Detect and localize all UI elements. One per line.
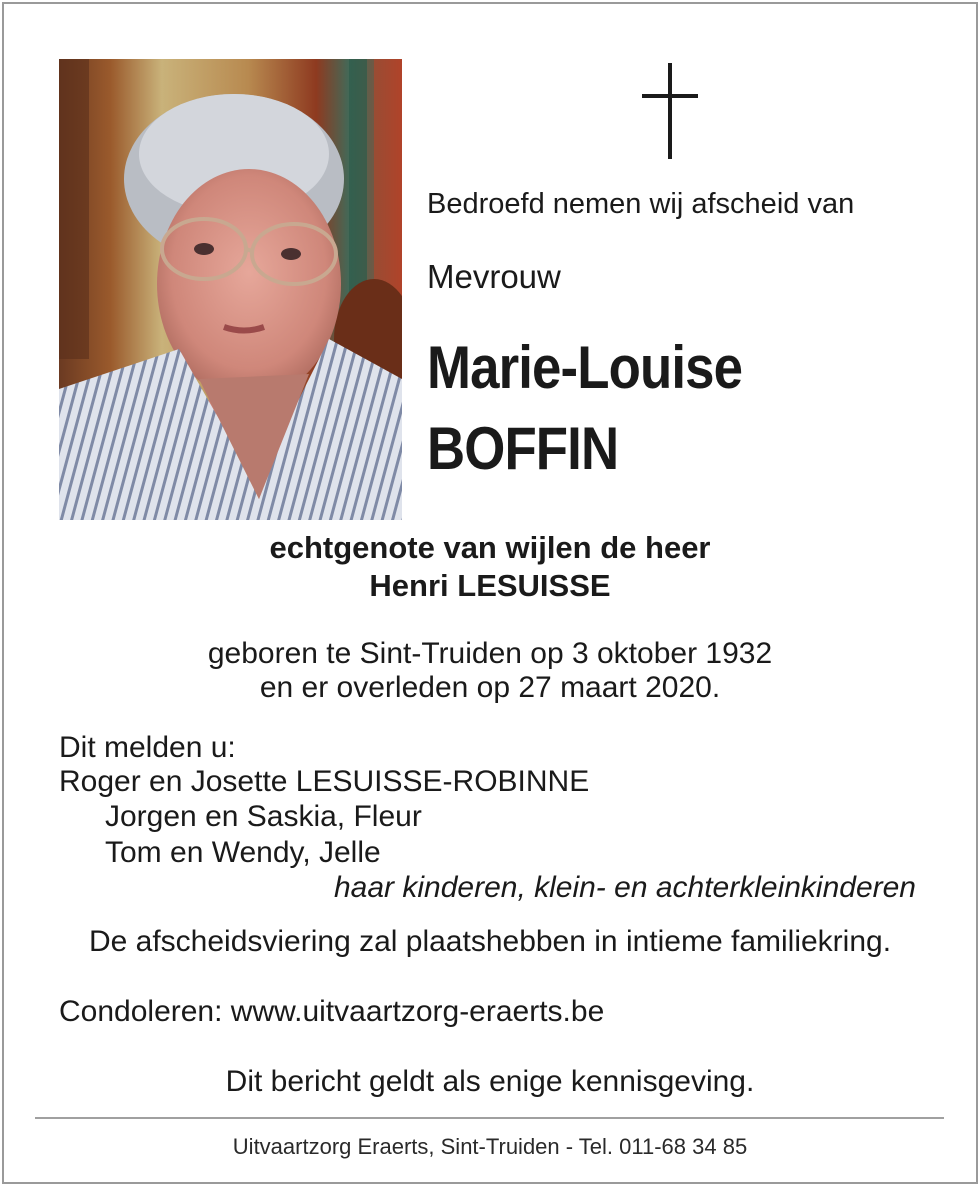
- deceased-first-name: Marie-Louise: [427, 334, 743, 401]
- cross-icon: [642, 63, 698, 159]
- portrait-photo: [59, 59, 402, 520]
- official-notice-text: Dit bericht geldt als enige kennisgeving.: [225, 1065, 755, 1098]
- spouse-line-1: echtgenote van wijlen de heer: [269, 530, 711, 565]
- family-role: haar kinderen, klein- en achterkleinkinderen: [333, 871, 916, 904]
- death-details: en er overleden op 27 maart 2020.: [259, 671, 721, 704]
- family-member: Tom en Wendy, Jelle: [105, 836, 381, 869]
- birth-details: geboren te Sint-Truiden op 3 oktober 1932: [207, 637, 773, 670]
- family-member: Roger en Josette LESUISSE-ROBINNE: [59, 765, 590, 798]
- family-member: Jorgen en Saskia, Fleur: [105, 800, 422, 833]
- notify-heading: Dit melden u:: [59, 731, 236, 764]
- ceremony-text: De afscheidsviering zal plaatshebben in intieme familiekring.: [88, 925, 892, 958]
- funeral-home-footer: Uitvaartzorg Eraerts, Sint-Truiden - Tel. 011-68 34 85: [232, 1134, 748, 1159]
- condolences-link[interactable]: Condoleren: www.uitvaartzorg-eraerts.be: [59, 995, 605, 1028]
- footer-divider: [35, 1117, 944, 1119]
- spouse-line-2: Henri LESUISSE: [369, 568, 611, 603]
- intro-text: Bedroefd nemen wij afscheid van: [427, 188, 855, 220]
- deceased-last-name: BOFFIN: [427, 415, 619, 482]
- honorific: Mevrouw: [427, 258, 561, 295]
